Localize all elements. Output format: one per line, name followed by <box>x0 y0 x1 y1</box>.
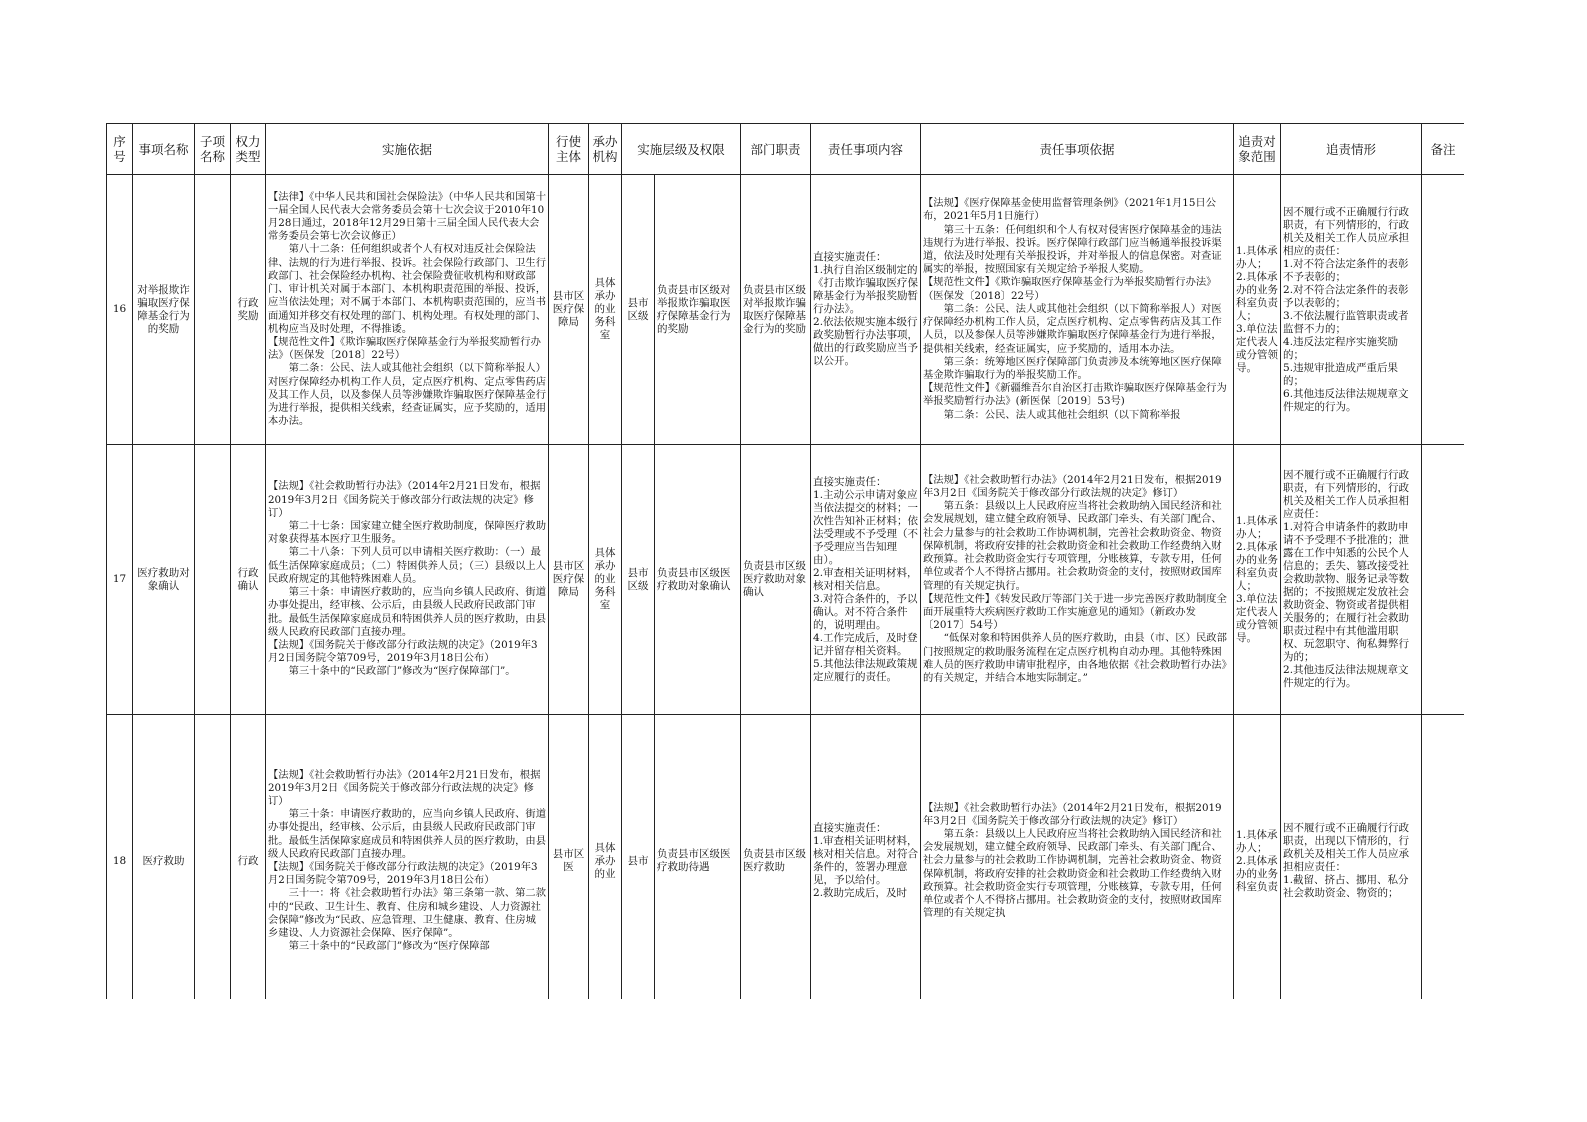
row-resp-content-paragraph: 1.执行自治区级制定的《打击欺诈骗取医疗保障基金行为举报奖励暂行办法》。 <box>813 264 919 315</box>
row-resp-basis-paragraph: 第五条：县级以上人民政府应当将社会救助纳入国民经济和社会发展规划，建立健全政府领导、民政部门牵头、有关部门配合、社会力量参与的社会救助工作协调机制，完善社会救助资金、物资保障机制，将政府安排的社会救助资金和社会救助工作经费纳入财政预算。社会救助资金实行专项管理，分账核算，专款专用，任何单位或者个人不得挤占挪用。社会救助资金的支付，按照财政国库管理的有关规定执 <box>923 827 1222 920</box>
row-org-text: 具体承办的业务科室 <box>594 547 616 611</box>
header-item-name: 事项名称 <box>133 124 195 175</box>
row-org <box>589 445 622 715</box>
row-basis-paragraph: 【法规】《国务院关于修改部分行政法规的决定》（2019年3月2日国务院令第709号，2019年3月18日公布） <box>268 861 538 887</box>
row-dept-duty <box>741 715 811 1000</box>
row-remark <box>1422 175 1464 445</box>
row-org <box>589 175 622 445</box>
row-resp-basis-paragraph: 第二条：公民、法人或其他社会组织（以下简称举报人）对医疗保障经办机构工作人员，定点医疗机构、定点零售药店及其工作人员，以及参保人员等涉嫌欺诈骗取医疗保障基金行为进行举报，提供相关线索，经查证属实，应予奖励的，适用本办法。 <box>923 302 1222 355</box>
row-resp-content <box>811 175 921 445</box>
row-level-b-text: 负责县市区级医疗救助待遇 <box>657 848 731 873</box>
row-resp-content-paragraph: 2.救助完成后，及时 <box>813 887 908 899</box>
header-power-type: 权力类型 <box>231 124 266 175</box>
row-scope <box>1234 175 1281 445</box>
table-row <box>107 175 1465 445</box>
header-sub-name: 子项名称 <box>195 124 231 175</box>
header-scope: 追责对象范围 <box>1234 124 1281 175</box>
row-power-type-text: 行政确认 <box>237 566 259 592</box>
row-resp-content-paragraph: 直接实施责任： <box>813 251 887 263</box>
row-situation-text: 因不履行或不正确履行行政职责，有下列情形的，行政机关及相关工作人员应承担相应的责任： 1.对不符合法定条件的表彰不予表彰的； 2.对不符合法定条件的表彰予以表彰的； 3.不依法履行监管职责或者监督不力的； 4.违反法定程序实施奖励的； 5.违规审批造成严重后果的； 6.其他违反法律法规规章文件规定的行为。 <box>1283 205 1410 413</box>
row-resp-basis-paragraph: 【规范性文件】《转发民政厅等部门关于进一步完善医疗救助制度全面开展重特大疾病医疗救助工作实施意见的通知》（新政办发〔2017〕54号） <box>923 592 1227 632</box>
row-level-a-text: 县市 <box>627 854 649 867</box>
row-scope-text: 1.具体承办人； 2.具体承办的业务科室负责人； 3.单位法定代表人或分管领导。 <box>1236 244 1279 374</box>
row-resp-content <box>811 445 921 715</box>
header-seq: 序号 <box>107 124 133 175</box>
row-basis-paragraph: 第二十八条：下列人员可以申请相关医疗救助：（一）最低生活保障家庭成员；（二）特困供养人员；（三）县级以上人民政府规定的其他特殊困难人员。 <box>268 546 546 585</box>
row-situation <box>1281 175 1422 445</box>
row-level-b <box>655 175 741 445</box>
row-remark <box>1422 445 1464 715</box>
row-resp-basis-paragraph: 第二条：公民、法人或其他社会组织（以下简称举报 <box>943 408 1181 421</box>
row-level-b-text: 负责县市区级医疗救助对象确认 <box>657 566 731 592</box>
row-sub-name <box>195 715 231 1000</box>
header-dept-duty: 部门职责 <box>741 124 811 175</box>
header-subject: 行使主体 <box>549 124 589 175</box>
row-level-a-text: 县市区级 <box>627 566 649 592</box>
row-level-a <box>622 445 655 715</box>
row-sub-name <box>195 175 231 445</box>
row-resp-basis <box>921 715 1234 1000</box>
row-item-name <box>133 445 195 715</box>
row-item-name <box>133 175 195 445</box>
row-seq-text: 16 <box>112 303 127 315</box>
header-remark: 备注 <box>1422 124 1464 175</box>
row-situation-text: 因不履行或不正确履行行政职责，出现以下情形的，行政机关及相关工作人员应承担相应责任： 1.截留、挤占、挪用、私分社会救助资金、物资的； <box>1283 822 1410 899</box>
row-resp-basis-paragraph: “低保对象和特困供养人员的医疗救助，由县（市、区）民政部门按照规定的救助服务流程在定点医疗机构自动办理。其他特殊困难人员的医疗救助申请审批程序，由各地依据《社会救助暂行办法》的有关规定，并结合本地实际制定。” <box>923 632 1227 684</box>
row-level-a <box>622 175 655 445</box>
header-level: 实施层级及权限 <box>622 124 741 175</box>
row-org-text: 具体承办的业 <box>594 841 616 880</box>
row-basis-paragraph: 【法规】《社会救助暂行办法》（2014年2月21日发布，根据2019年3月2日《国务院关于修改部分行政法规的决定》修订） <box>268 480 541 519</box>
row-org <box>589 715 622 1000</box>
row-basis-paragraph: 【法规】《国务院关于修改部分行政法规的决定》（2019年3月2日国务院令第709号，2019年3月18日公布） <box>268 638 538 665</box>
row-org-text: 具体承办的业务科室 <box>594 277 616 341</box>
row-basis-paragraph: 第三十条中的“民政部门”修改为“医疗保障部 <box>288 940 490 953</box>
row-remark <box>1422 715 1464 1000</box>
header-org: 承办机构 <box>589 124 622 175</box>
row-resp-content <box>811 715 921 1000</box>
responsibility-table <box>106 123 1464 999</box>
table-body <box>107 175 1465 1000</box>
header-resp-basis: 责任事项依据 <box>921 124 1234 175</box>
row-subject-text: 县市区医 <box>552 848 585 873</box>
row-basis-paragraph: 第二十七条：国家建立健全医疗救助制度，保障医疗救助对象获得基本医疗卫生服务。 <box>268 520 546 546</box>
row-seq-text: 17 <box>112 573 127 585</box>
row-resp-basis-paragraph: 【法规】《社会救助暂行办法》（2014年2月21日发布，根据2019年3月2日《国务院关于修改部分行政法规的决定》修订） <box>923 801 1222 827</box>
row-seq-text: 18 <box>112 854 127 867</box>
row-situation <box>1281 445 1422 715</box>
row-basis-paragraph: 三十一：将《社会救助暂行办法》第三条第一款、第二款中的“民政、卫生计生、教育、住房和城乡建设、人力资源社会保障”修改为“民政、应急管理、卫生健康、教育、住房城乡建设、人力资源社会保障、医疗保障”。 <box>268 887 546 940</box>
row-resp-basis-paragraph: 【规范性文件】《新疆维吾尔自治区打击欺诈骗取医疗保障基金行为举报奖励暂行办法》(新医保〔2019〕53号) <box>923 382 1227 408</box>
table-row <box>107 445 1465 715</box>
row-sub-name <box>195 445 231 715</box>
row-resp-content-paragraph: 直接实施责任： <box>813 822 887 834</box>
row-basis <box>266 445 549 715</box>
row-item-name <box>133 715 195 1000</box>
row-resp-basis-paragraph: 第三十五条：任何组织和个人有权对侵害医疗保障基金的违法违规行为进行举报、投诉。医疗保障行政部门应当畅通举报投诉渠道，依法及时处理有关举报投诉，并对举报人的信息保密。对查证属实的举报，按照国家有关规定给予举报人奖励。 <box>923 223 1222 276</box>
row-resp-basis <box>921 445 1234 715</box>
table-row <box>107 715 1465 1000</box>
row-power-type <box>231 445 266 715</box>
row-basis-paragraph: 【法律】《中华人民共和国社会保险法》（中华人民共和国第十一届全国人民代表大会常务委员会第十七次会议于2010年10月28日通过，2018年12月29日第十三届全国人民代表大会常务委员会第七次会议修正） <box>268 190 546 243</box>
row-power-type-text: 行政 <box>237 854 259 867</box>
row-subject <box>549 715 589 1000</box>
row-resp-content-paragraph: 1.审查相关证明材料，核对相关信息。对符合条件的，签署办理意见，予以给付。 <box>813 835 919 886</box>
row-resp-basis-paragraph: 第五条：县级以上人民政府应当将社会救助纳入国民经济和社会发展规划，建立健全政府领导、民政部门牵头、有关部门配合、社会力量参与的社会救助工作协调机制，完善社会救助资金、物资保障机制，将政府安排的社会救助资金和社会救助工作经费纳入财政预算。社会救助资金实行专项管理，分账核算，专款专用，任何单位或者个人不得挤占挪用。社会救助资金的支付，按照财政国库管理的有关规定执行。 <box>923 500 1222 592</box>
row-basis-paragraph: 第三十条中的“民政部门”修改为“医疗保障部门”。 <box>288 665 516 678</box>
row-subject-text: 县市区医疗保障局 <box>552 290 585 328</box>
row-subject-text: 县市区医疗保障局 <box>552 560 585 598</box>
row-subject <box>549 445 589 715</box>
row-item-name-text: 对举报欺诈骗取医疗保障基金行为的奖励 <box>137 283 190 335</box>
row-seq <box>107 445 133 715</box>
header-row <box>107 124 1465 175</box>
row-dept-duty-text: 负责县市区级对举报欺诈骗取医疗保障基金行为的奖励 <box>743 283 807 335</box>
row-situation-text: 因不履行或不正确履行行政职责，有下列情形的，行政机关及相关工作人员承担相应责任： 1.对符合申请条件的救助申请不予受理不予批准的；泄露在工作中知悉的公民个人信息的；丢失、篡改接受社会救助款物、服务记录等数据的；不按照规定发放社会救助资金、物资或者提供相关服务的；在履行社会救助职责过程中有其他滥用职权、玩忽职守、徇私舞弊行为的； 2.其他违反法律法规规章文件规定的行为。 <box>1283 469 1410 689</box>
row-basis <box>266 715 549 1000</box>
row-dept-duty-text: 负责县市区级医疗救助 <box>743 848 807 873</box>
row-resp-basis-paragraph: 第三条：统筹地区医疗保障部门负责涉及本统筹地区医疗保障基金欺诈骗取行为的举报奖励工作。 <box>923 355 1222 381</box>
row-resp-basis-paragraph: 【规范性文件】《欺诈骗取医疗保障基金行为举报奖励暂行办法》（医保发〔2018〕22号） <box>923 276 1217 302</box>
row-seq <box>107 175 133 445</box>
row-scope <box>1234 445 1281 715</box>
row-resp-content-paragraph: 直接实施责任： <box>813 475 887 488</box>
row-resp-content-paragraph: 2.依法依规实施本级行政奖励暂行办法事项，做出的行政奖励应当予以公开。 <box>813 316 919 367</box>
row-resp-content-paragraph: 1.主动公示申请对象应当依法提交的材料；一次性告知补正材料；依法受理或不予受理（不予受理应当告知理由）。 <box>813 488 919 566</box>
row-basis-paragraph: 第八十二条：任何组织或者个人有权对违反社会保险法律、法规的行为进行举报、投诉。社会保险行政部门、卫生行政部门、社会保险经办机构、社会保险费征收机构和财政部门、审计机关对属于本部门、本机构职责范围的举报、投诉，应当依法处理；对不属于本部门、本机构职责范围的，应当书面通知并移交有权处理的部门、机构处理。有权处理的部门、机构应当及时处理，不得推诿。 <box>268 243 546 335</box>
row-resp-basis-paragraph: 【法规】《医疗保障基金使用监督管理条例》（2021年1月15日公布，2021年5月1日施行） <box>923 197 1216 223</box>
row-resp-basis-paragraph: 【法规】《社会救助暂行办法》（2014年2月21日发布，根据2019年3月2日《国务院关于修改部分行政法规的决定》修订） <box>923 473 1222 500</box>
row-subject <box>549 175 589 445</box>
row-basis-paragraph: 【法规】《社会救助暂行办法》（2014年2月21日发布，根据2019年3月2日《国务院关于修改部分行政法规的决定》修订） <box>268 768 541 807</box>
header-basis: 实施依据 <box>266 124 549 175</box>
row-dept-duty <box>741 445 811 715</box>
row-situation <box>1281 715 1422 1000</box>
row-dept-duty <box>741 175 811 445</box>
header-resp-content: 责任事项内容 <box>811 124 921 175</box>
row-scope-text: 1.具体承办人； 2.具体承办的业务科室负责 <box>1236 828 1279 893</box>
row-basis <box>266 175 549 445</box>
row-resp-content-paragraph: 4.工作完成后，及时登记并留存相关资料。 <box>813 631 918 657</box>
header-situation: 追责情形 <box>1281 124 1422 175</box>
row-power-type <box>231 715 266 1000</box>
row-dept-duty-text: 负责县市区级医疗救助对象确认 <box>743 560 807 598</box>
row-level-b <box>655 445 741 715</box>
row-seq <box>107 715 133 1000</box>
row-basis-paragraph: 第三十条：申请医疗救助的，应当向乡镇人民政府、街道办事处提出，经审核、公示后，由县级人民政府民政部门审批。最低生活保障家庭成员和特困供养人员的医疗救助，由县级人民政府民政部门直接办理。 <box>268 586 546 638</box>
row-resp-basis <box>921 175 1234 445</box>
row-level-a <box>622 715 655 1000</box>
row-level-a-text: 县市区级 <box>627 296 649 322</box>
row-resp-content-paragraph: 2.审查相关证明材料，核对相关信息。 <box>813 566 918 592</box>
row-item-name-text: 医疗救助对象确认 <box>137 566 190 592</box>
row-power-type <box>231 175 266 445</box>
row-basis-paragraph: 第二条：公民、法人或其他社会组织（以下简称举报人）对医疗保障经办机构工作人员，定点医疗机构、定点零售药店及其工作人员，以及参保人员等涉嫌欺诈骗取医疗保障基金行为进行举报，提供相关线索，经查证属实，应予奖励的，适用本办法。 <box>268 362 546 428</box>
row-resp-content-paragraph: 3.对符合条件的，予以确认。对不符合条件的，说明理由。 <box>813 592 918 631</box>
row-scope-text: 1.具体承办人； 2.具体承办的业务科室负责人； 3.单位法定代表人或分管领导。 <box>1236 514 1279 644</box>
row-power-type-text: 行政奖励 <box>237 296 259 322</box>
row-scope <box>1234 715 1281 1000</box>
row-basis-paragraph: 【规范性文件】《欺诈骗取医疗保障基金行为举报奖励暂行办法》（医保发〔2018〕22号） <box>268 335 541 362</box>
row-item-name-text: 医疗救助 <box>142 854 185 867</box>
row-level-b <box>655 715 741 1000</box>
row-basis-paragraph: 第三十条：申请医疗救助的，应当向乡镇人民政府、街道办事处提出，经审核、公示后，由县级人民政府民政部门审批。最低生活保障家庭成员和特困供养人员的医疗救助，由县级人民政府民政部门直接办理。 <box>268 808 546 860</box>
row-level-b-text: 负责县市区级对举报欺诈骗取医疗保障基金行为的奖励 <box>657 283 731 335</box>
document-table-area <box>106 123 1464 999</box>
row-resp-content-paragraph: 5.其他法律法规政策规定应履行的责任。 <box>813 657 918 683</box>
